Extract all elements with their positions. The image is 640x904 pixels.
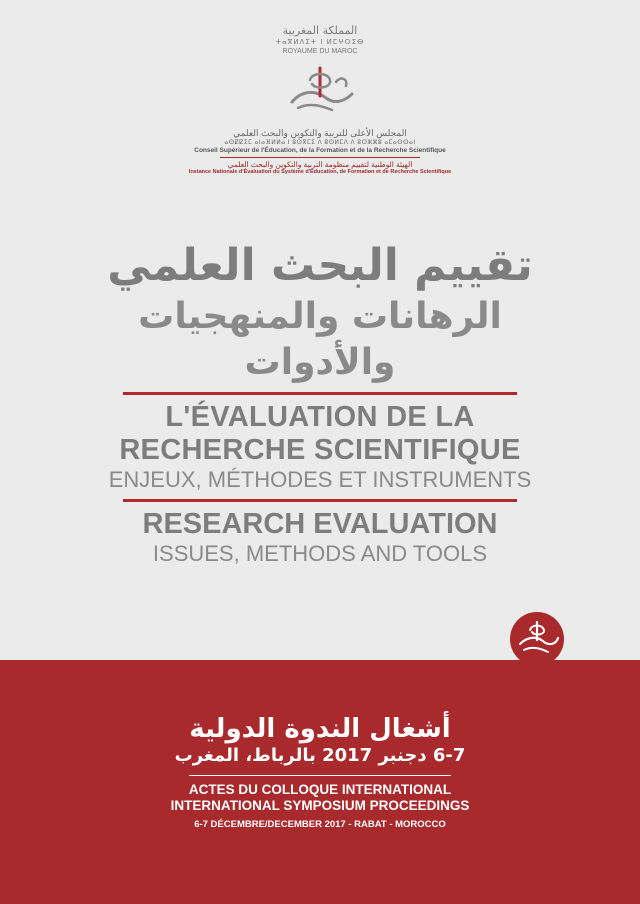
- subtitle-arabic: الرهانات والمنهجيات والأدوات: [138, 296, 502, 383]
- title-block: [80, 238, 560, 568]
- proceedings-dates: 6-7 DÉCEMBRE/DECEMBER 2017 - RABAT - MOROCCO: [194, 819, 446, 830]
- instance-name-arabic: الهيئة الوطنية لتقييم منظومة التربية والتكوين والبحث العلمي: [227, 160, 413, 169]
- council-names: [160, 128, 480, 176]
- subtitle-english: ISSUES, METHODS AND TOOLS: [152, 541, 488, 566]
- csefrs-badge-icon: [510, 612, 564, 666]
- proceedings-divider: [189, 775, 451, 776]
- instance-name-french: Instance Nationale d'Évaluation du Système d'Éducation, de Formation et de Recherche Scientifique: [188, 169, 452, 175]
- council-name-french: Conseil Supérieur de l'Éducation, de la Formation et de la Recherche Scientifique: [194, 147, 446, 154]
- proceedings-title-french: ACTES DU COLLOQUE INTERNATIONAL: [188, 782, 452, 797]
- title-french-line1: L'ÉVALUATION DE LA: [165, 401, 475, 433]
- title-divider-top: [123, 392, 517, 395]
- csefrs-logo-icon: [282, 62, 358, 120]
- title-french-line2: RECHERCHE SCIENTIFIQUE: [119, 434, 521, 466]
- council-divider: [220, 157, 420, 158]
- kingdom-header: [0, 24, 640, 56]
- kingdom-name-tifinagh: ⵜⴰⴳⵍⴷⵉⵜ ⵏ ⵍⵎⵖⵔⵉⴱ: [275, 38, 365, 46]
- title-divider-bottom: [123, 499, 517, 502]
- proceedings-date-arabic: 6-7 دجنبر 2017 بالرباط، المغرب: [174, 745, 466, 766]
- title-arabic: تقييم البحث العلمي: [107, 240, 533, 291]
- title-english: RESEARCH EVALUATION: [142, 508, 498, 540]
- proceedings-title-arabic: أشغال الندوة الدولية: [189, 714, 451, 744]
- kingdom-name-arabic: المملكة المغربية: [282, 24, 358, 37]
- proceedings-title-english: INTERNATIONAL SYMPOSIUM PROCEEDINGS: [170, 798, 470, 813]
- subtitle-french: ENJEUX, MÉTHODES ET INSTRUMENTS: [108, 467, 532, 492]
- proceedings-info: [120, 714, 520, 833]
- csefrs-badge: [510, 612, 564, 666]
- council-name-arabic: المجلس الأعلى للتربية والتكوين والبحث العلمي: [233, 128, 407, 138]
- kingdom-name-french: ROYAUME DU MAROC: [282, 48, 358, 55]
- council-name-tifinagh: ⴰⵙⵇⵇⵉⵎ ⴰⵏⴰⴼⵍⵍⴰ ⵏ ⵓⵙⴳⵎⵉ ⴷ ⵓⵙⵍⵎⴷ ⴷ ⵓⵔⵣⵣⵓ ⴰⵎⴰⵙⵙⴰⵏ: [224, 140, 416, 146]
